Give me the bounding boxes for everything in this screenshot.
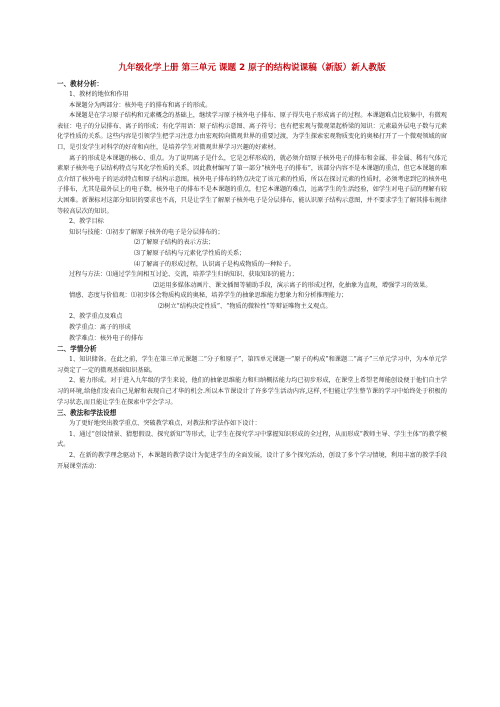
subsection-heading: 2、教学重点及难点	[69, 313, 123, 321]
subsection-heading: 2、教学目标	[69, 218, 104, 226]
paragraph: 2、在新的教学理念驱动下，本课题的教学设计为促进学生的全面发展，设计了多个探究活动，创设了多个学习情境，利用丰富的教学手段开展课堂活动：	[57, 452, 447, 470]
goal-label: 知识与技能：	[69, 228, 107, 236]
goal-item: ⑶了解原子结构与元素化学性质的关系；	[134, 249, 246, 257]
goal-item: ⑵树立“结构决定性质”、“物质的微粒性”等辩证唯物主义观点。	[158, 302, 332, 310]
subsection-heading: 1、教材的地位和作用	[69, 91, 129, 98]
paragraph: 离子的形成是本课题的核心、重点。为了说明离子是什么，它是怎样形成的，就必须介绍原子核外电子的排布和金属、非金属、稀有气体元素原子核外电子层结构特点与其化学性质的关系，因此教材编写了第一部分“核外电子的排布”，该部分内容不是本课题的重点，但它本课题的难点介绍了核外电子的运动特点和原子结构示意图。核外电子排布的特点决定了该元素的性质，所以在探讨元素的性质时，必须考虑到它的核外电子排布，尤其是最外层上的电子数，核外电子的排布不是本课题的重点，但它本课题的难点，远离学生的生活经验，如学生对电子层的理解有较大困难。新课标对这部分知识的要求也不高，只是让学生了解原子核外电子是分层排布，能认识原子结构示意图，并不要求学生了解其排布规律等较高层次的知识。	[57, 154, 447, 215]
goal-item: ⑴初步体会物质构成的奥秘，培养学生的抽象思维能力想象力和分析推理能力；	[130, 292, 348, 300]
section-heading-methods: 三、教法和学法设想	[57, 409, 117, 418]
goal-item: ⑴初步了解原子核外的电子是分层排布的；	[106, 228, 224, 236]
goal-item: ⑵了解原子结构的表示方法；	[134, 239, 215, 247]
key-point: 教学重点：离子的形成	[69, 324, 131, 332]
section-heading-student-analysis: 二、学情分析	[57, 345, 97, 354]
goal-row-attitude	[57, 291, 447, 302]
section-heading-textbook-analysis: 一、教材分析：	[57, 80, 104, 88]
document-title: 九年级化学上册 第三单元 课题 2 原子的结构说课稿（新版）新人教版	[118, 63, 386, 73]
paragraph: 1、知识储备。在此之前，学生在第三单元课题二“分子和原子”、第四单元课题一“原子的构成”和课题二“离子”三单元学习中，为本单元学习奠定了一定的微观基础知识基础。	[57, 356, 447, 374]
difficult-point: 教学难点：核外电子的排布	[69, 334, 144, 342]
document-page	[57, 62, 447, 472]
goal-item: ⑵运用多媒体动画片、课文插图等辅助手段，演示离子的形成过程，化抽象为直观，增强学习的效果。	[153, 281, 432, 289]
paragraph: 本课题是在学习原子结构和元素概念的基础上，继续学习原子核外电子排布、原子得失电子形成离子的过程。本课题难点比较集中，有微观表征：电子的分层排布、离子的形成；有化学用语：原子结构示意图、离子符号；也有把宏观与微观架起桥梁的知识：元素最外层电子数与元素化学性质的关系。这些内容是引领学生把学习注意力由宏观转向微观世界的重要过渡，为学生探索宏观物质变化的奥秘打开了一个微观领域的窗口，是引发学生对科学的好奇和向往，是培养学生对微观世界学习兴趣的好素材。	[57, 112, 447, 151]
paragraph: 1、通过“创设情景、猜想假设、探究新知”等形式，让学生在探究学习中掌握知识形成的全过程，从而形成“教师主导、学生主体”的教学模式。	[57, 430, 447, 449]
paragraph: 本课题分为两部分：核外电子的排布和离子的形成。	[69, 101, 212, 109]
paragraph: 为了更好地突出教学重点、突破教学难点，对教法和学法作如下设计：	[69, 420, 261, 428]
goal-label: 情感、态度与价值观：	[69, 292, 131, 300]
goal-label: 过程与方法：	[69, 271, 107, 279]
goal-item: ⑷了解离子的形成过程，认识离子是构成物质的一种粒子。	[134, 260, 295, 268]
goal-item: ⑴通过学生间相互讨论、交流，培养学生归纳知识、获取知识的能力；	[106, 271, 298, 279]
goal-row-process	[57, 270, 447, 281]
paragraph: 2、能力形成。对于进入九年级的学生来说，他们的抽象思维能力和归纳概括能力均已初步形成，在课堂上希望老师能创设便于他们自主学习的环境,给他们发表自己见解和表现自己才华的机会.所以本节课设计了许多学生活动内容,这样,不但能让学生整节课的学习中始终处于积极的学习状态,而且能让学生在探索中学会学习。	[57, 377, 447, 406]
goal-row-knowledge	[57, 228, 447, 239]
